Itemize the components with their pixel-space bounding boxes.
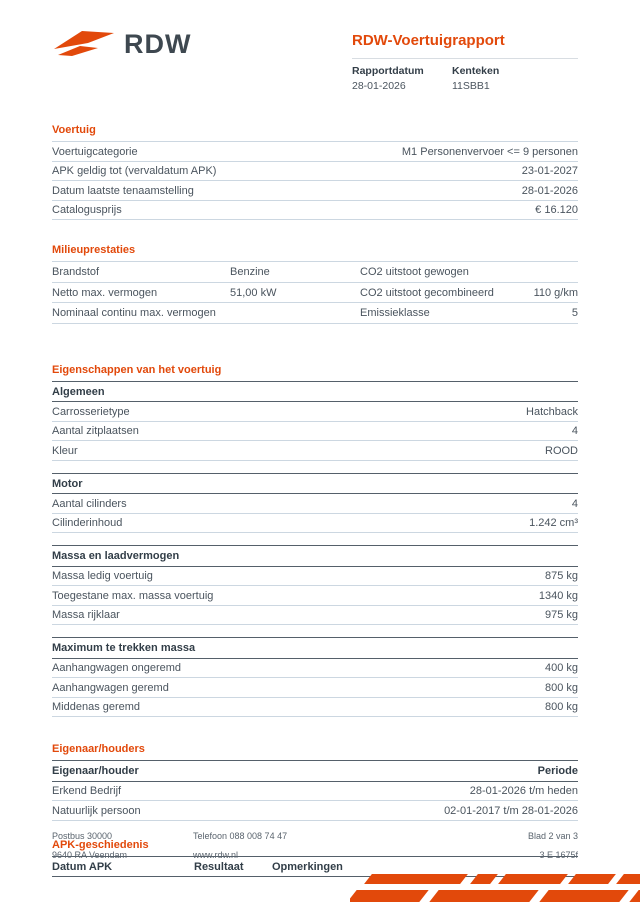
footer-phone: Telefoon 088 008 74 47 [193,831,288,841]
row-value: 28-01-2026 t/m heden [469,785,578,797]
row-value: ROOD [545,444,578,457]
table-row [52,678,578,698]
row-label: Aantal zitplaatsen [52,425,139,437]
footer-city: 9640 RA Veendam [52,850,128,860]
row-value: 1.242 cm³ [529,517,578,529]
group-algemeen [52,381,578,461]
table-row [52,698,578,718]
row-label: Aanhangwagen geremd [52,681,169,694]
report-date-label: Rapportdatum [352,65,424,77]
table-row [52,801,578,821]
section-eigenschappen [52,364,578,718]
rdw-stripes-decoration [350,872,640,906]
footer-page-number: Blad 2 van 3 [527,831,578,841]
row-value: 5 [571,307,578,319]
column-header: Resultaat [194,860,244,873]
stripe-shape [470,874,498,884]
section-voertuig [52,124,578,220]
stripe-shape [616,874,640,884]
group-trekken-massa [52,637,578,717]
row-label: Kleur [52,444,78,457]
row-label: Brandstof [52,266,100,278]
group-motor [52,473,578,534]
group-header: Maximum te trekken massa [52,637,578,659]
row-label: CO2 uitstoot gewogen [360,266,469,278]
row-value: M1 Personenvervoer <= 9 personen [401,145,578,158]
row-value: 4 [571,425,578,437]
footer-postbus: Postbus 30000 [52,831,113,841]
footer-website: www.rdw.nl [193,850,239,860]
table-row [52,422,578,442]
row-value: 28-01-2026 [521,184,578,197]
group-header: Motor [52,473,578,495]
row-label: Massa rijklaar [52,609,120,621]
row-label: Carrosserietype [52,405,130,418]
row-label: Catalogusprijs [52,204,122,216]
row-value: 400 kg [544,662,578,674]
table-row [52,262,578,283]
footer-address [52,831,193,869]
report-date-value: 28-01-2026 [352,80,406,92]
row-label: Natuurlijk persoon [52,804,141,817]
footer-document-code: 3 E 1675f [539,850,578,860]
row-value: 110 g/km [533,286,578,299]
row-value: 1340 kg [538,589,578,602]
group-massa [52,545,578,625]
section-title-milieu: Milieuprestaties [52,244,136,256]
table-row [52,782,578,802]
row-value: 800 kg [544,701,578,713]
stripe-shape [629,890,640,902]
row-label: Emissieklasse [360,307,430,319]
table-row [52,402,578,422]
section-title-voertuig: Voertuig [52,124,96,136]
stripe-shape [498,874,568,884]
column-header: Periode [537,765,578,777]
row-label: Aanhangwagen ongeremd [52,662,182,674]
report-date-field [352,65,452,92]
stripe-shape [350,890,429,902]
table-row [52,283,578,304]
rdw-logo [52,22,191,67]
stripe-shape [429,890,538,902]
footer-page-info [528,831,578,869]
table-row [52,441,578,461]
table-row [52,494,578,514]
row-label: CO2 uitstoot gecombineerd [360,286,494,299]
page-title: RDW-Voertuigrapport [352,22,578,59]
section-eigenaar [52,743,578,821]
stripe-shape [364,874,468,884]
row-label: Massa ledig voertuig [52,570,153,582]
table-row [52,567,578,587]
group-header: Algemeen [52,381,578,403]
table-row [52,142,578,162]
section-milieuprestaties [52,244,578,324]
row-label: APK geldig tot (vervaldatum APK) [52,165,217,177]
table-row [52,659,578,679]
row-label: Middenas geremd [52,701,141,713]
row-value: 51,00 kW [230,286,277,299]
table-row [52,181,578,201]
table-row [52,606,578,626]
license-plate-field [452,65,499,92]
row-value: Benzine [230,266,270,278]
table-row [52,514,578,534]
row-value: 875 kg [544,570,578,582]
section-title-eigenaar: Eigenaar/houders [52,743,145,755]
stripe-shape [568,874,616,884]
report-meta [352,22,578,92]
stripe-shape [539,890,628,902]
column-header: Datum APK [52,860,113,873]
license-plate-label: Kenteken [452,65,500,77]
owners-table-header [52,760,578,782]
footer-contact [193,831,528,869]
row-label: Datum laatste tenaamstelling [52,184,194,197]
row-label: Erkend Bedrijf [52,785,122,797]
page-footer [52,831,578,869]
row-value: € 16.120 [535,204,578,216]
rdw-logo-icon [52,22,116,67]
table-row [52,162,578,182]
rdw-logo-text: RDW [124,29,192,59]
row-label: Netto max. vermogen [52,286,158,299]
row-label: Nominaal continu max. vermogen [52,307,216,319]
column-header: Eigenaar/houder [52,765,139,777]
row-label: Aantal cilinders [52,497,127,510]
section-title-apk: APK-geschiedenis [52,838,149,851]
row-label: Voertuigcategorie [52,145,138,158]
report-header [0,0,640,92]
column-header: Opmerkingen [272,860,343,873]
row-value: 23-01-2027 [521,165,578,177]
table-row [52,303,578,324]
row-label: Cilinderinhoud [52,517,123,529]
row-value: 975 kg [544,609,578,621]
table-row [52,586,578,606]
group-header: Massa en laadvermogen [52,545,578,567]
row-value: 800 kg [544,681,578,694]
license-plate-value: 11SBB1 [452,80,490,92]
table-row [52,201,578,221]
row-value: 4 [571,497,578,510]
section-title-eigenschappen: Eigenschappen van het voertuig [52,363,222,376]
row-value: Hatchback [526,405,578,418]
row-value: 02-01-2017 t/m 28-01-2026 [444,804,578,817]
row-label: Toegestane max. massa voertuig [52,589,214,602]
